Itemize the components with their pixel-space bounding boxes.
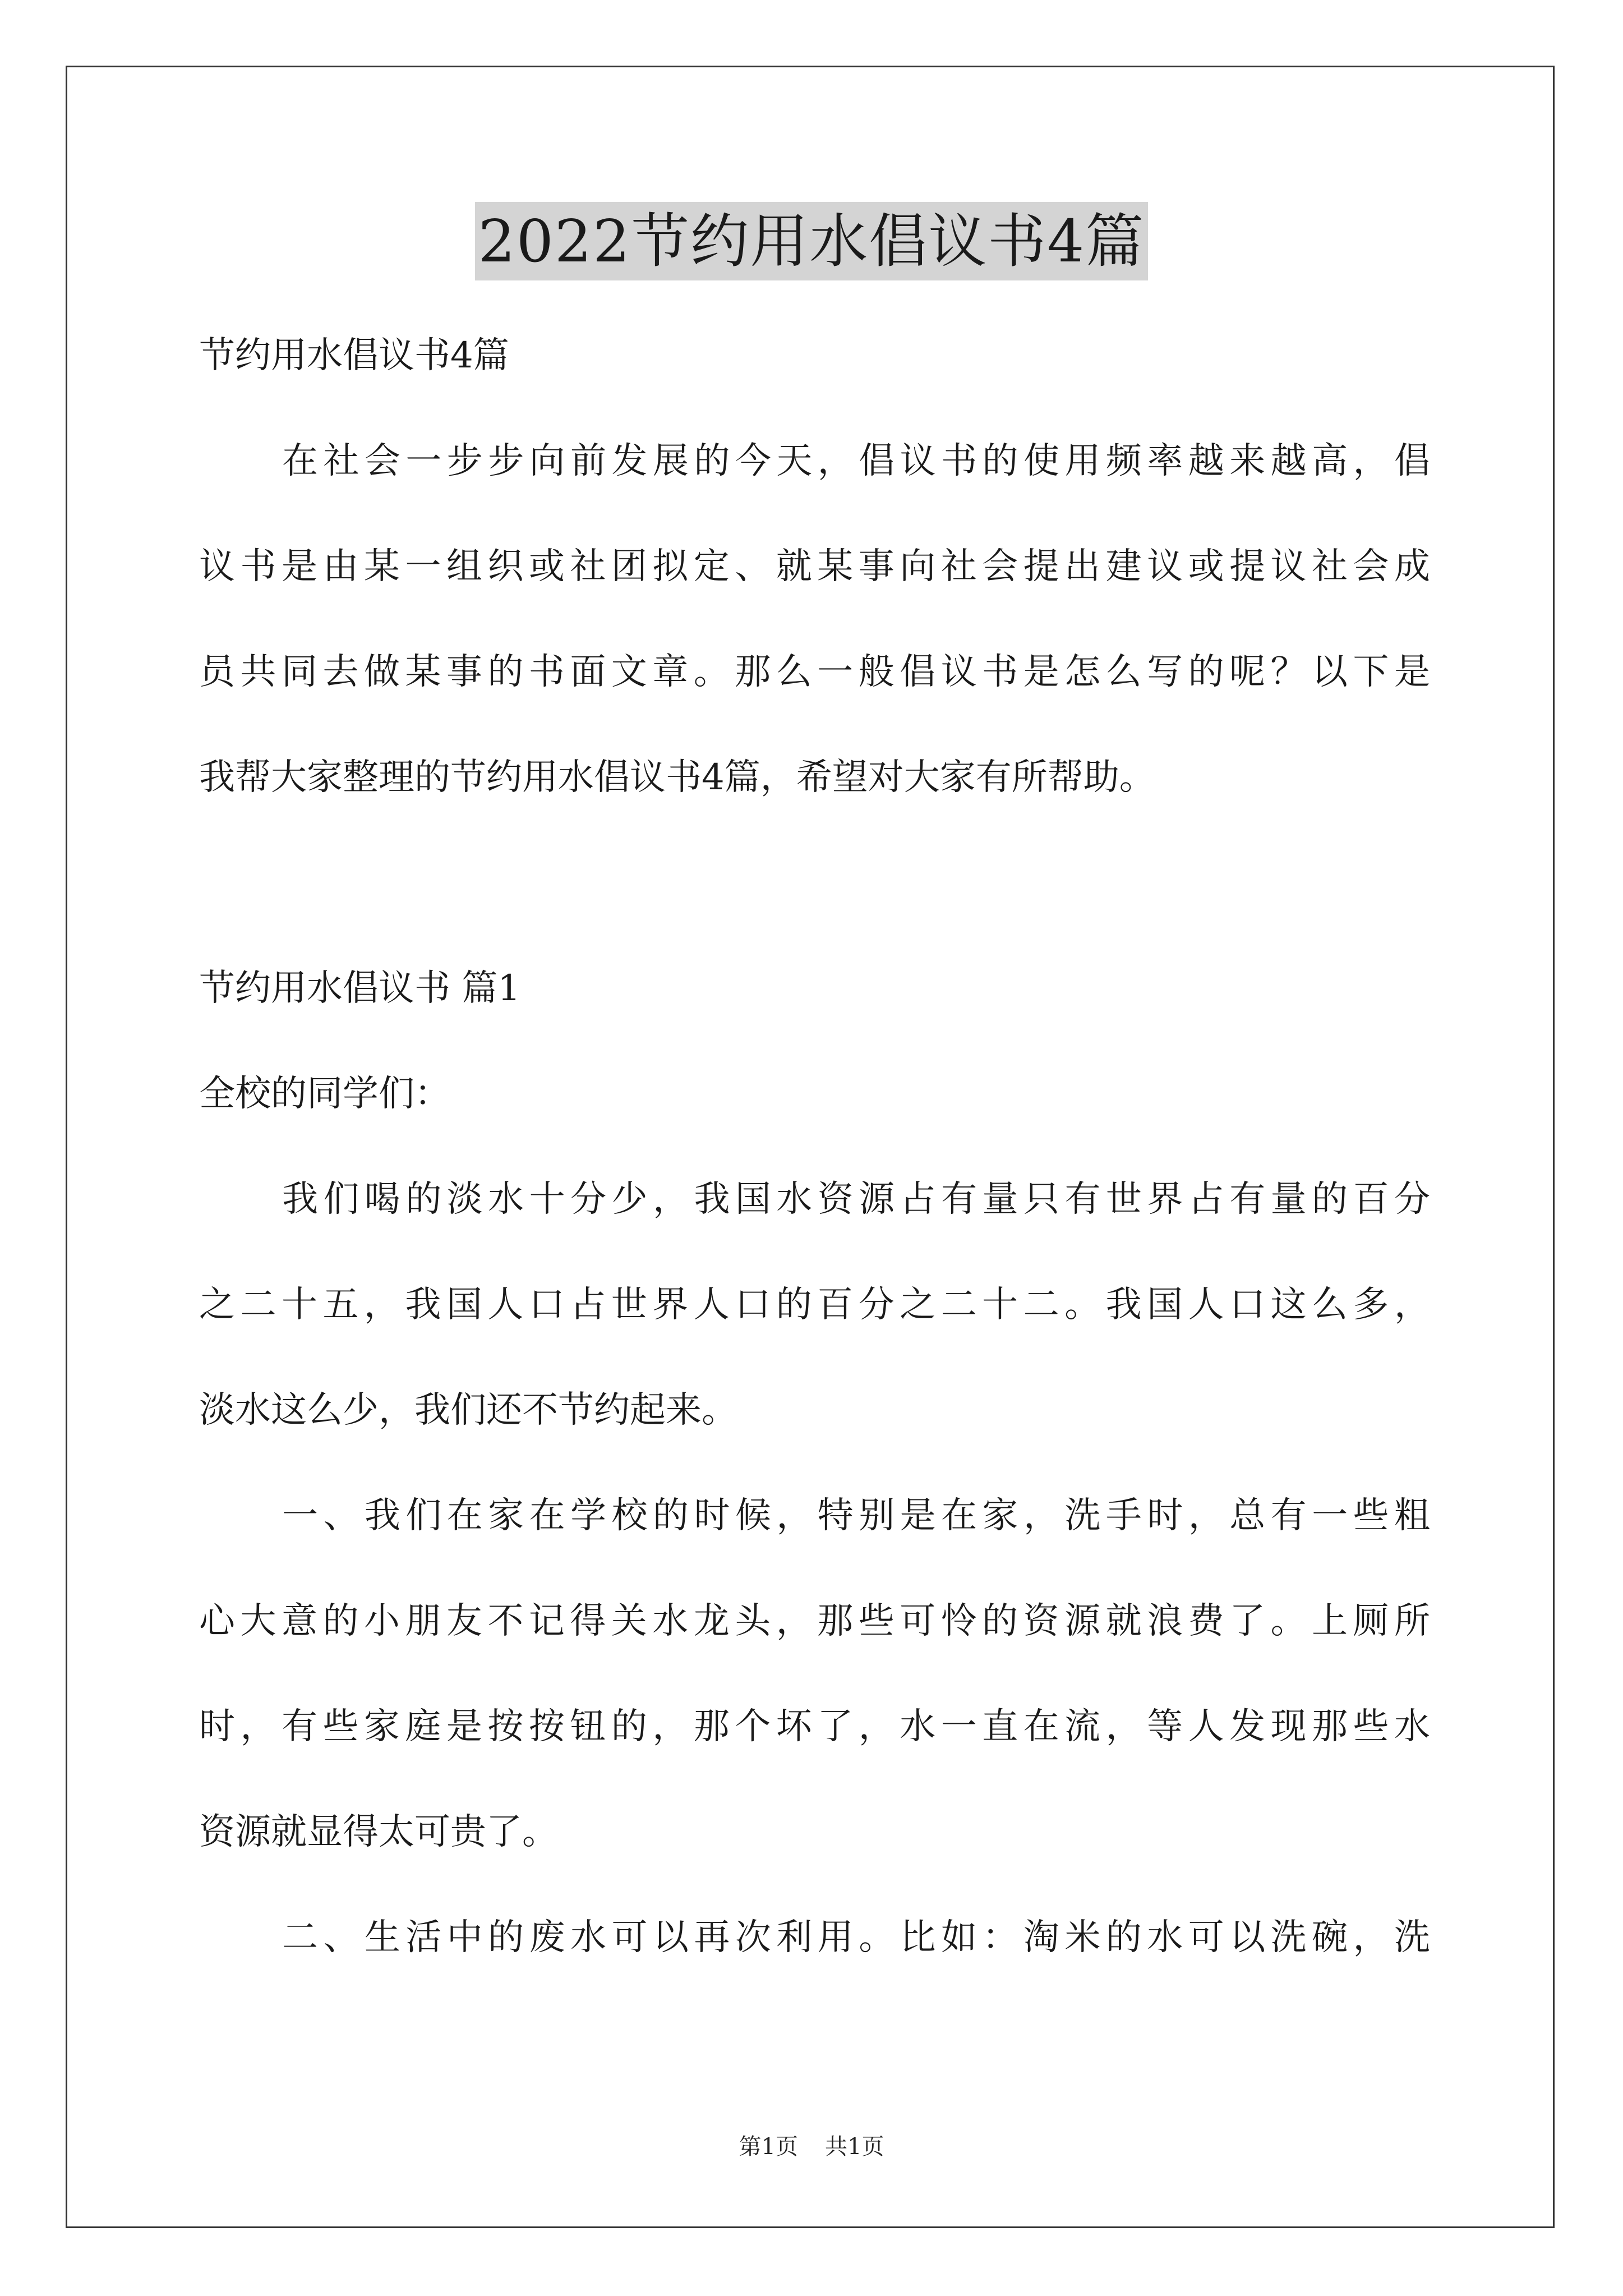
body-line: 在社会一步步向前发展的今天，倡议书的使用频率越来越高，倡 [282,440,1430,482]
body-line: 员共同去做某事的书面文章。那么一般倡议书是怎么写的呢？以下是 [199,651,1430,693]
salutation: 全校的同学们： [199,1073,450,1115]
body-line: 淡水这么少，我们还不节约起来。 [199,1389,737,1431]
page-number: 第1页 [739,2134,798,2160]
body-line: 我帮大家整理的节约用水倡议书4篇，希望对大家有所帮助。 [199,757,1155,798]
page-total: 共1页 [825,2134,884,2160]
title-container [0,202,1623,280]
document-title: 2022节约用水倡议书4篇 [475,202,1149,280]
body-line: 一、我们在家在学校的时候，特别是在家，洗手时，总有一些粗 [282,1495,1430,1536]
subtitle: 节约用水倡议书4篇 [199,335,509,376]
body-line: 议书是由某一组织或社团拟定、就某事向社会提出建议或提议社会成 [199,546,1430,587]
section-heading: 节约用水倡议书 篇1 [199,968,521,1009]
document-body [199,303,1430,1990]
body-line: 二、生活中的废水可以再次利用。比如：淘米的水可以洗碗，洗 [282,1917,1430,1958]
body-line: 我们喝的淡水十分少，我国水资源占有量只有世界占有量的百分 [282,1179,1430,1220]
page-footer [0,2129,1623,2161]
body-line: 资源就显得太可贵了。 [199,1811,558,1853]
body-line: 时，有些家庭是按按钮的，那个坏了，水一直在流，等人发现那些水 [199,1706,1430,1747]
body-line: 之二十五，我国人口占世界人口的百分之二十二。我国人口这么多， [199,1284,1430,1326]
body-line: 心大意的小朋友不记得关水龙头，那些可怜的资源就浪费了。上厕所 [199,1600,1430,1642]
paragraph-gap [199,830,1430,936]
